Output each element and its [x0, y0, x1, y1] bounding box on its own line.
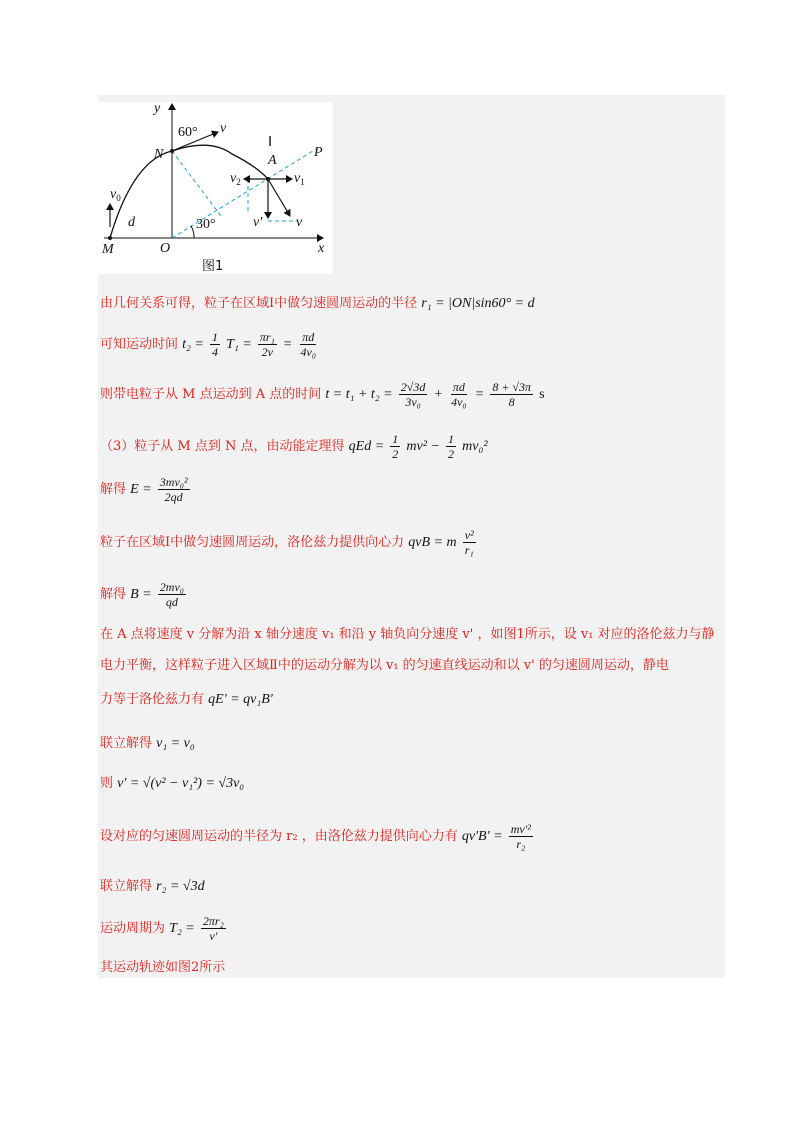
- line-vprime-text: 则: [100, 776, 114, 791]
- line-trajectory-ref: 其运动轨迹如图2所示: [100, 960, 226, 975]
- figure-caption: 图1: [202, 259, 224, 274]
- line-energy: [100, 432, 488, 461]
- fraction: $\frac{\text{2mv₀}}{qd}$: [159, 580, 184, 609]
- point-N: [170, 149, 174, 153]
- fraction: $\frac{1}{2}$: [448, 432, 455, 461]
- line-solve-E-text: 解得: [100, 482, 127, 497]
- fraction: $\frac{\text{v²}}{\text{r₁}}$: [464, 528, 474, 557]
- angle-30-arc: [191, 226, 194, 238]
- mv0-sq: mv₀²: [462, 439, 488, 454]
- label-v0: $v_0$: [110, 187, 121, 203]
- line-solve-E: [100, 475, 192, 504]
- line-time-t2: [100, 330, 320, 359]
- fraction: $\frac{\text{πr₁}}{2v}$: [259, 330, 275, 359]
- vprime-eq: v' = √(v² − v₁²) = √3v₀: [117, 776, 245, 791]
- label-30: 30°: [196, 217, 216, 232]
- balance-eq: qE' = qv₁B': [208, 692, 273, 707]
- line-lorentz-text: 粒子在区域Ⅰ中做匀速圆周运动，洛伦兹力提供向心力: [100, 535, 405, 550]
- plus: +: [433, 387, 443, 402]
- line-v1-v0: [100, 732, 195, 752]
- fraction: $\frac{1}{2}$: [392, 432, 399, 461]
- qvB-eq: qvB = m: [408, 535, 457, 550]
- label-d: d: [128, 215, 135, 230]
- line-radius: [100, 292, 535, 312]
- label-M: M: [102, 242, 114, 257]
- r2-eq: r₂ = √3d: [156, 879, 205, 894]
- line-r2-text: 联立解得: [100, 879, 153, 894]
- line-radius-math: r₁ = |ON|sin60° = d: [421, 296, 535, 311]
- line-r2: [100, 875, 205, 895]
- B-eq: B =: [130, 587, 152, 602]
- line-r2-setup-text: 设对应的匀速圆周运动的半径为 r₂ ，由洛伦兹力提供向心力有: [100, 829, 458, 844]
- para-decompose-3: [100, 688, 273, 708]
- line-solve-B: [100, 580, 188, 609]
- T2-eq: T₂ =: [169, 921, 195, 936]
- figure-1-diagram: [98, 102, 333, 274]
- para-decompose-3-text: 力等于洛伦兹力有: [100, 692, 205, 707]
- radius-dashed: [172, 151, 221, 216]
- fraction: $\frac{\text{2πr₂}}{v'}$: [202, 914, 224, 943]
- qvB-prime-eq: qv'B' =: [461, 829, 503, 844]
- point-M: [108, 236, 112, 240]
- line-radius-text: 由几何关系可得，粒子在区域Ⅰ中做匀速圆周运动的半径: [100, 296, 418, 311]
- t-eq: t = t₁ + t₂ =: [325, 387, 393, 402]
- label-v-A: v: [296, 215, 303, 230]
- line-r2-setup: [100, 822, 535, 851]
- fraction: $\frac{2√3d}{\text{3v₀}}$: [400, 380, 426, 409]
- figure-1: [98, 102, 333, 274]
- equals: =: [474, 387, 485, 402]
- fraction: $\frac{\pi d}{\text{4v₀}}$: [451, 380, 467, 409]
- fraction: $\frac{1}{4}$: [212, 330, 219, 359]
- line-total-time-text: 则带电粒子从 M 点运动到 A 点的时间: [100, 387, 322, 402]
- label-v1: $v_1$: [294, 171, 305, 187]
- unit: s: [539, 387, 545, 402]
- line-v1-v0-text: 联立解得: [100, 736, 153, 751]
- para-decompose-1: 在 A 点将速度 v 分解为沿 x 轴分速度 v₁ 和沿 y 轴负向分速度 v' ，如图1所示，设 v₁ 对应的洛伦兹力与静: [100, 627, 715, 642]
- label-O: O: [160, 241, 171, 256]
- line-lorentz: [100, 528, 478, 557]
- line-OP: [172, 149, 316, 238]
- line-energy-text: （3）粒子从 M 点到 N 点，由动能定理得: [100, 439, 345, 454]
- fraction: $\frac{8 + √3\pi}{8}$: [492, 380, 532, 409]
- qEd-eq: qEd =: [348, 439, 385, 454]
- fraction: $\frac{\pi d}{\text{4v₀}}$: [300, 330, 316, 359]
- t2-eq: t₂ =: [182, 337, 204, 352]
- v1-eq: v₁ = v₀: [156, 736, 195, 751]
- label-y: y: [154, 102, 161, 116]
- label-vprime: v': [253, 215, 263, 230]
- label-60: 60°: [178, 125, 198, 140]
- line-period-text: 运动周期为: [100, 921, 166, 936]
- para-decompose-2: 电力平衡，这样粒子进入区域Ⅱ中的运动分解为以 v₁ 的匀速直线运动和以 v' 的匀速圆周运动，静电: [100, 658, 669, 673]
- fraction: $\frac{\text{3mv₀²}}{2qd}$: [159, 475, 188, 504]
- label-region: Ⅰ: [268, 135, 273, 150]
- line-time-t2-text: 可知运动时间: [100, 337, 179, 352]
- T1-eq: T₁ =: [226, 337, 252, 352]
- v-arrow-A: [268, 179, 290, 216]
- fraction: $\frac{\text{mv'²}}{\text{r₂}}$: [510, 822, 531, 851]
- point-A: [266, 177, 270, 181]
- label-x: x: [318, 241, 325, 256]
- equals: =: [282, 337, 293, 352]
- line-total-time: [100, 380, 545, 409]
- line-period: [100, 914, 228, 943]
- line-solve-B-text: 解得: [100, 587, 127, 602]
- label-A: A: [268, 153, 277, 168]
- label-v2: $v_2$: [230, 171, 241, 187]
- label-P: P: [314, 145, 323, 160]
- label-N: N: [154, 147, 164, 162]
- label-v-top: v: [220, 121, 227, 136]
- line-vprime: [100, 772, 244, 792]
- mv2-minus: mv² −: [406, 439, 440, 454]
- E-eq: E =: [130, 482, 152, 497]
